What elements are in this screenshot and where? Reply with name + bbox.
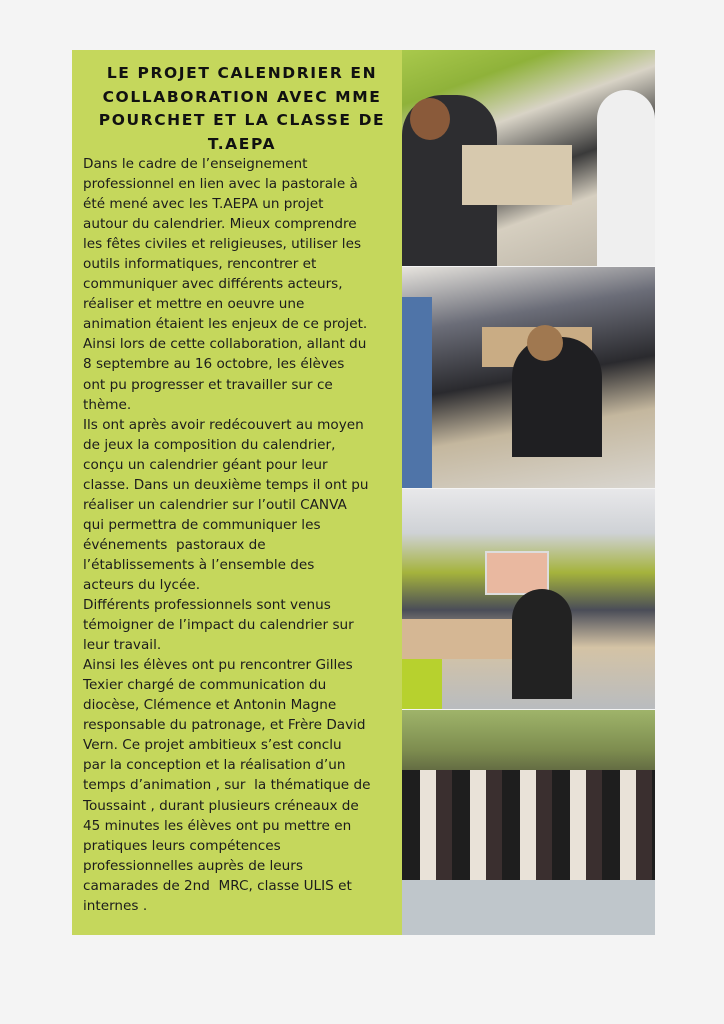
body-line: les fêtes civiles et religieuses, utiliser les <box>83 236 362 253</box>
body-line: Ainsi les élèves ont pu rencontrer Gilles <box>83 657 353 674</box>
body-line: responsable du patronage, et Frère David <box>83 717 366 734</box>
body-line: par la conception et la réalisation d’un <box>83 757 346 774</box>
body-line: autour du calendrier. Mieux comprendre <box>83 216 357 233</box>
photo-classroom-presentation <box>402 489 655 709</box>
body-line: ont pu progresser et travailler sur ce <box>83 376 333 393</box>
body-line: Ainsi lors de cette collaboration, allant du <box>83 336 367 353</box>
body-line: 45 minutes les élèves ont pu mettre en <box>83 817 352 834</box>
body-line: Texier chargé de communication du <box>83 677 327 694</box>
photo-students-at-desks <box>402 50 655 266</box>
body-line: réaliser un calendrier sur l’outil CANVA <box>83 496 347 513</box>
body-line: leur travail. <box>83 637 162 654</box>
body-line: l’établissements à l’ensemble des <box>83 556 315 573</box>
body-line: 8 septembre au 16 octobre, les élèves <box>83 356 345 373</box>
body-line: qui permettra de communiquer les <box>83 516 321 533</box>
body-line: Ils ont après avoir redécouvert au moyen <box>83 416 364 433</box>
body-line: professionnelles auprès de leurs <box>83 857 303 874</box>
body-line: Différents professionnels sont venus <box>83 597 331 614</box>
article-body <box>83 154 401 916</box>
body-line: animation étaient les enjeux de ce projet. <box>83 316 368 333</box>
body-line: réaliser et mettre en oeuvre une <box>83 296 305 313</box>
body-line: internes . <box>83 897 148 914</box>
body-line: professionnel en lien avec la pastorale à <box>83 176 358 193</box>
body-line: camarades de 2nd MRC, classe ULIS et <box>83 877 352 894</box>
photo-group-portrait <box>402 710 655 935</box>
article-title: LE PROJET CALENDRIER EN COLLABORATION AVEC MME POURCHET ET LA CLASSE DE T.AEPA <box>98 64 386 153</box>
body-line: événements pastoraux de <box>83 536 266 553</box>
body-line: thème. <box>83 396 132 413</box>
body-line: diocèse, Clémence et Antonin Magne <box>83 697 337 714</box>
body-line: pratiques leurs compétences <box>83 837 281 854</box>
body-line: Vern. Ce projet ambitieux s’est conclu <box>83 737 342 754</box>
body-line: conçu un calendrier géant pour leur <box>83 456 328 473</box>
body-line: témoigner de l’impact du calendrier sur <box>83 617 354 634</box>
body-line: Dans le cadre de l’enseignement <box>83 156 308 172</box>
body-line: communiquer avec différents acteurs, <box>83 276 343 293</box>
body-line: Toussaint , durant plusieurs créneaux de <box>83 797 359 814</box>
body-line: temps d’animation , sur la thématique de <box>83 777 371 794</box>
body-line: été mené avec les T.AEPA un projet <box>83 196 324 213</box>
body-line: outils informatiques, rencontrer et <box>83 256 317 273</box>
body-line: de jeux la composition du calendrier, <box>83 436 336 453</box>
body-line: classe. Dans un deuxième temps il ont pu <box>83 476 369 493</box>
photo-class-discussion <box>402 267 655 488</box>
text-panel <box>72 50 402 935</box>
body-line: acteurs du lycée. <box>83 576 201 593</box>
